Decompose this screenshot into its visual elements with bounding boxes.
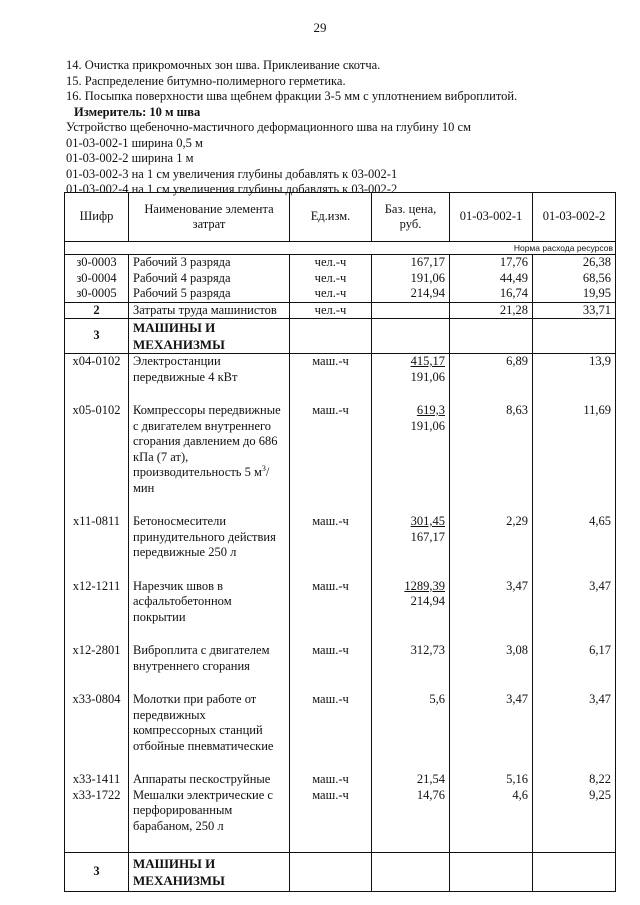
cell-v1: 3,47	[450, 692, 533, 754]
cell-price	[372, 514, 450, 561]
cell-code: х04-0102	[65, 354, 129, 386]
empty-cell	[372, 853, 450, 892]
cell-code: х12-1211	[65, 579, 129, 626]
price-value-secondary: 191,06	[410, 418, 445, 433]
table-row	[65, 692, 616, 754]
cell-v1: 21,28	[450, 302, 533, 319]
variant-line: 01-03-002-1 ширина 0,5 м	[66, 135, 203, 150]
cell-v2: 3,47	[533, 692, 616, 754]
price-value: 415,17	[410, 354, 445, 368]
cell-price	[372, 302, 450, 319]
cell-v2: 4,65	[533, 514, 616, 561]
cell-v2: 13,9	[533, 354, 616, 386]
cell-unit: маш.-ч	[290, 643, 372, 674]
name-superscript: 3	[261, 463, 266, 473]
cell-name: Электростанции передвижные 4 кВт	[129, 354, 290, 386]
measure-unit: Измеритель: 10 м шва	[74, 104, 201, 119]
cell-name: Затраты труда машинистов	[129, 302, 290, 319]
empty-cell	[450, 853, 533, 892]
variant-line: 01-03-002-4 на 1 см увеличения глубины добавлять к 03-002-2	[66, 182, 398, 196]
step-line: 14. Очистка прикромочных зон шва. Приклеивание скотча.	[66, 58, 381, 72]
cell-unit: маш.-ч	[290, 354, 372, 386]
spacer-row	[65, 625, 616, 643]
table-row	[65, 643, 616, 674]
cell-v1: 2,29	[450, 514, 533, 561]
cell-code: х12-2801	[65, 643, 129, 674]
name-tail: /мин	[133, 465, 270, 495]
work-title: Устройство щебеночно-мастичного деформационного шва на глубину 10 см	[66, 120, 472, 134]
cell-unit: маш.-ч	[290, 788, 372, 853]
table-row	[65, 403, 616, 496]
cell-price: 21,54	[372, 772, 450, 788]
cell-v2: 8,22	[533, 772, 616, 788]
table-row	[65, 271, 616, 287]
spacer-row	[65, 674, 616, 692]
price-value-secondary: 167,17	[410, 529, 445, 544]
cell-v1: 44,49	[450, 271, 533, 287]
table-row	[65, 772, 616, 788]
section-code: 3	[65, 319, 129, 354]
header-unit: Ед.изм.	[290, 193, 372, 242]
cell-unit: чел.-ч	[290, 255, 372, 271]
cell-unit: маш.-ч	[290, 579, 372, 626]
page-number: 29	[313, 20, 327, 35]
section-row	[65, 319, 616, 354]
table-row	[65, 514, 616, 561]
cell-code: х33-1722	[65, 788, 129, 853]
cell-code: х05-0102	[65, 403, 129, 496]
price-value-secondary: 191,06	[410, 369, 445, 384]
resource-table	[64, 192, 616, 892]
step-line: 15. Распределение битумно-полимерного герметика.	[66, 73, 346, 88]
cell-v2: 3,47	[533, 579, 616, 626]
spacer-row	[65, 561, 616, 579]
cell-code: з0-0004	[65, 271, 129, 287]
cell-unit: чел.-ч	[290, 286, 372, 302]
section-name: МАШИНЫ И МЕХАНИЗМЫ	[129, 319, 290, 354]
price-value: 301,45	[410, 514, 445, 528]
cell-name: Аппараты пескоструйные	[129, 772, 290, 788]
cell-unit: маш.-ч	[290, 772, 372, 788]
empty-cell	[290, 853, 372, 892]
cell-v2: 26,38	[533, 255, 616, 271]
cell-name: Рабочий 3 разряда	[129, 255, 290, 271]
price-value: 1289,39	[404, 578, 445, 593]
name-text: Компрессоры передвижные с двигателем внутреннего сгорания давлением до 686 кПа (7 ат), производительность 5 м	[133, 403, 281, 479]
empty-cell	[450, 319, 533, 354]
cell-v2: 9,25	[533, 788, 616, 853]
cell-name: Виброплита с двигателем внутреннего сгорания	[129, 643, 290, 674]
spacer-row	[65, 754, 616, 772]
table-row	[65, 788, 616, 853]
empty-cell	[533, 853, 616, 892]
cell-unit: маш.-ч	[290, 514, 372, 561]
cell-price: 167,17	[372, 255, 450, 271]
norm-row	[65, 242, 616, 255]
cell-v1: 3,47	[450, 579, 533, 626]
cell-v1: 16,74	[450, 286, 533, 302]
section-name: МАШИНЫ И МЕХАНИЗМЫ	[129, 853, 290, 892]
cell-name	[129, 403, 290, 496]
spacer-row	[65, 385, 616, 403]
price-value-secondary: 214,94	[410, 594, 445, 608]
cell-name: Молотки при работе от передвижных компрессорных станций отбойные пневматические	[129, 692, 290, 754]
cell-name: Рабочий 4 разряда	[129, 271, 290, 287]
cell-price	[372, 579, 450, 626]
table-header-row	[65, 193, 616, 242]
cell-price: 14,76	[372, 788, 450, 853]
cell-v2: 11,69	[533, 403, 616, 496]
table-row	[65, 579, 616, 626]
cell-unit: маш.-ч	[290, 403, 372, 496]
section-code: 3	[65, 853, 129, 892]
cell-price: 5,6	[372, 692, 450, 754]
cell-name: Мешалки электрические с перфорированным барабаном, 250 л	[129, 788, 290, 853]
spacer-row	[65, 496, 616, 514]
cell-v1: 8,63	[450, 403, 533, 496]
cell-v1: 17,76	[450, 255, 533, 271]
cell-code: з0-0005	[65, 286, 129, 302]
cell-price: 214,94	[372, 286, 450, 302]
cell-name: Бетоносмесители принудительного действия передвижные 250 л	[129, 514, 290, 561]
cell-v2: 33,71	[533, 302, 616, 319]
cell-price: 312,73	[372, 643, 450, 674]
cell-price	[372, 354, 450, 386]
cell-code: х33-0804	[65, 692, 129, 754]
cell-v2: 6,17	[533, 643, 616, 674]
header-col2: 01-03-002-2	[533, 193, 616, 242]
cell-code: х11-0811	[65, 514, 129, 561]
header-price: Баз. цена, руб.	[372, 193, 450, 242]
cell-code: з0-0003	[65, 255, 129, 271]
total-row	[65, 302, 616, 319]
table-row	[65, 354, 616, 386]
table-row	[65, 255, 616, 271]
header-name: Наименование элемента затрат	[129, 193, 290, 242]
cell-unit: маш.-ч	[290, 692, 372, 754]
empty-cell	[372, 319, 450, 354]
step-line: 16. Посыпка поверхности шва щебнем фракции 3-5 мм с уплотнением виброплитой.	[66, 89, 518, 103]
cell-v1: 3,08	[450, 643, 533, 674]
table-row	[65, 286, 616, 302]
cell-price	[372, 403, 450, 496]
intro-block	[66, 58, 626, 198]
cell-name: Рабочий 5 разряда	[129, 286, 290, 302]
norm-label: Норма расхода ресурсов	[65, 242, 616, 255]
price-value: 619,3	[416, 403, 445, 417]
cell-v2: 68,56	[533, 271, 616, 287]
cell-unit: чел.-ч	[290, 271, 372, 287]
cell-v2: 19,95	[533, 286, 616, 302]
cell-code: 2	[65, 302, 129, 319]
cell-name: Нарезчик швов в асфальтобетонном покрытии	[129, 579, 290, 626]
variant-line: 01-03-002-2 ширина 1 м	[66, 151, 194, 165]
cell-unit: чел.-ч	[290, 302, 372, 319]
empty-cell	[533, 319, 616, 354]
cell-v1: 6,89	[450, 354, 533, 386]
cell-v1: 5,16	[450, 772, 533, 788]
variant-line: 01-03-002-3 на 1 см увеличения глубины добавлять к 03-002-1	[66, 166, 398, 181]
cell-code: х33-1411	[65, 772, 129, 788]
header-col1: 01-03-002-1	[450, 193, 533, 242]
empty-cell	[290, 319, 372, 354]
section-row	[65, 853, 616, 892]
header-code: Шифр	[65, 193, 129, 242]
cell-price: 191,06	[372, 271, 450, 287]
cell-v1: 4,6	[450, 788, 533, 853]
